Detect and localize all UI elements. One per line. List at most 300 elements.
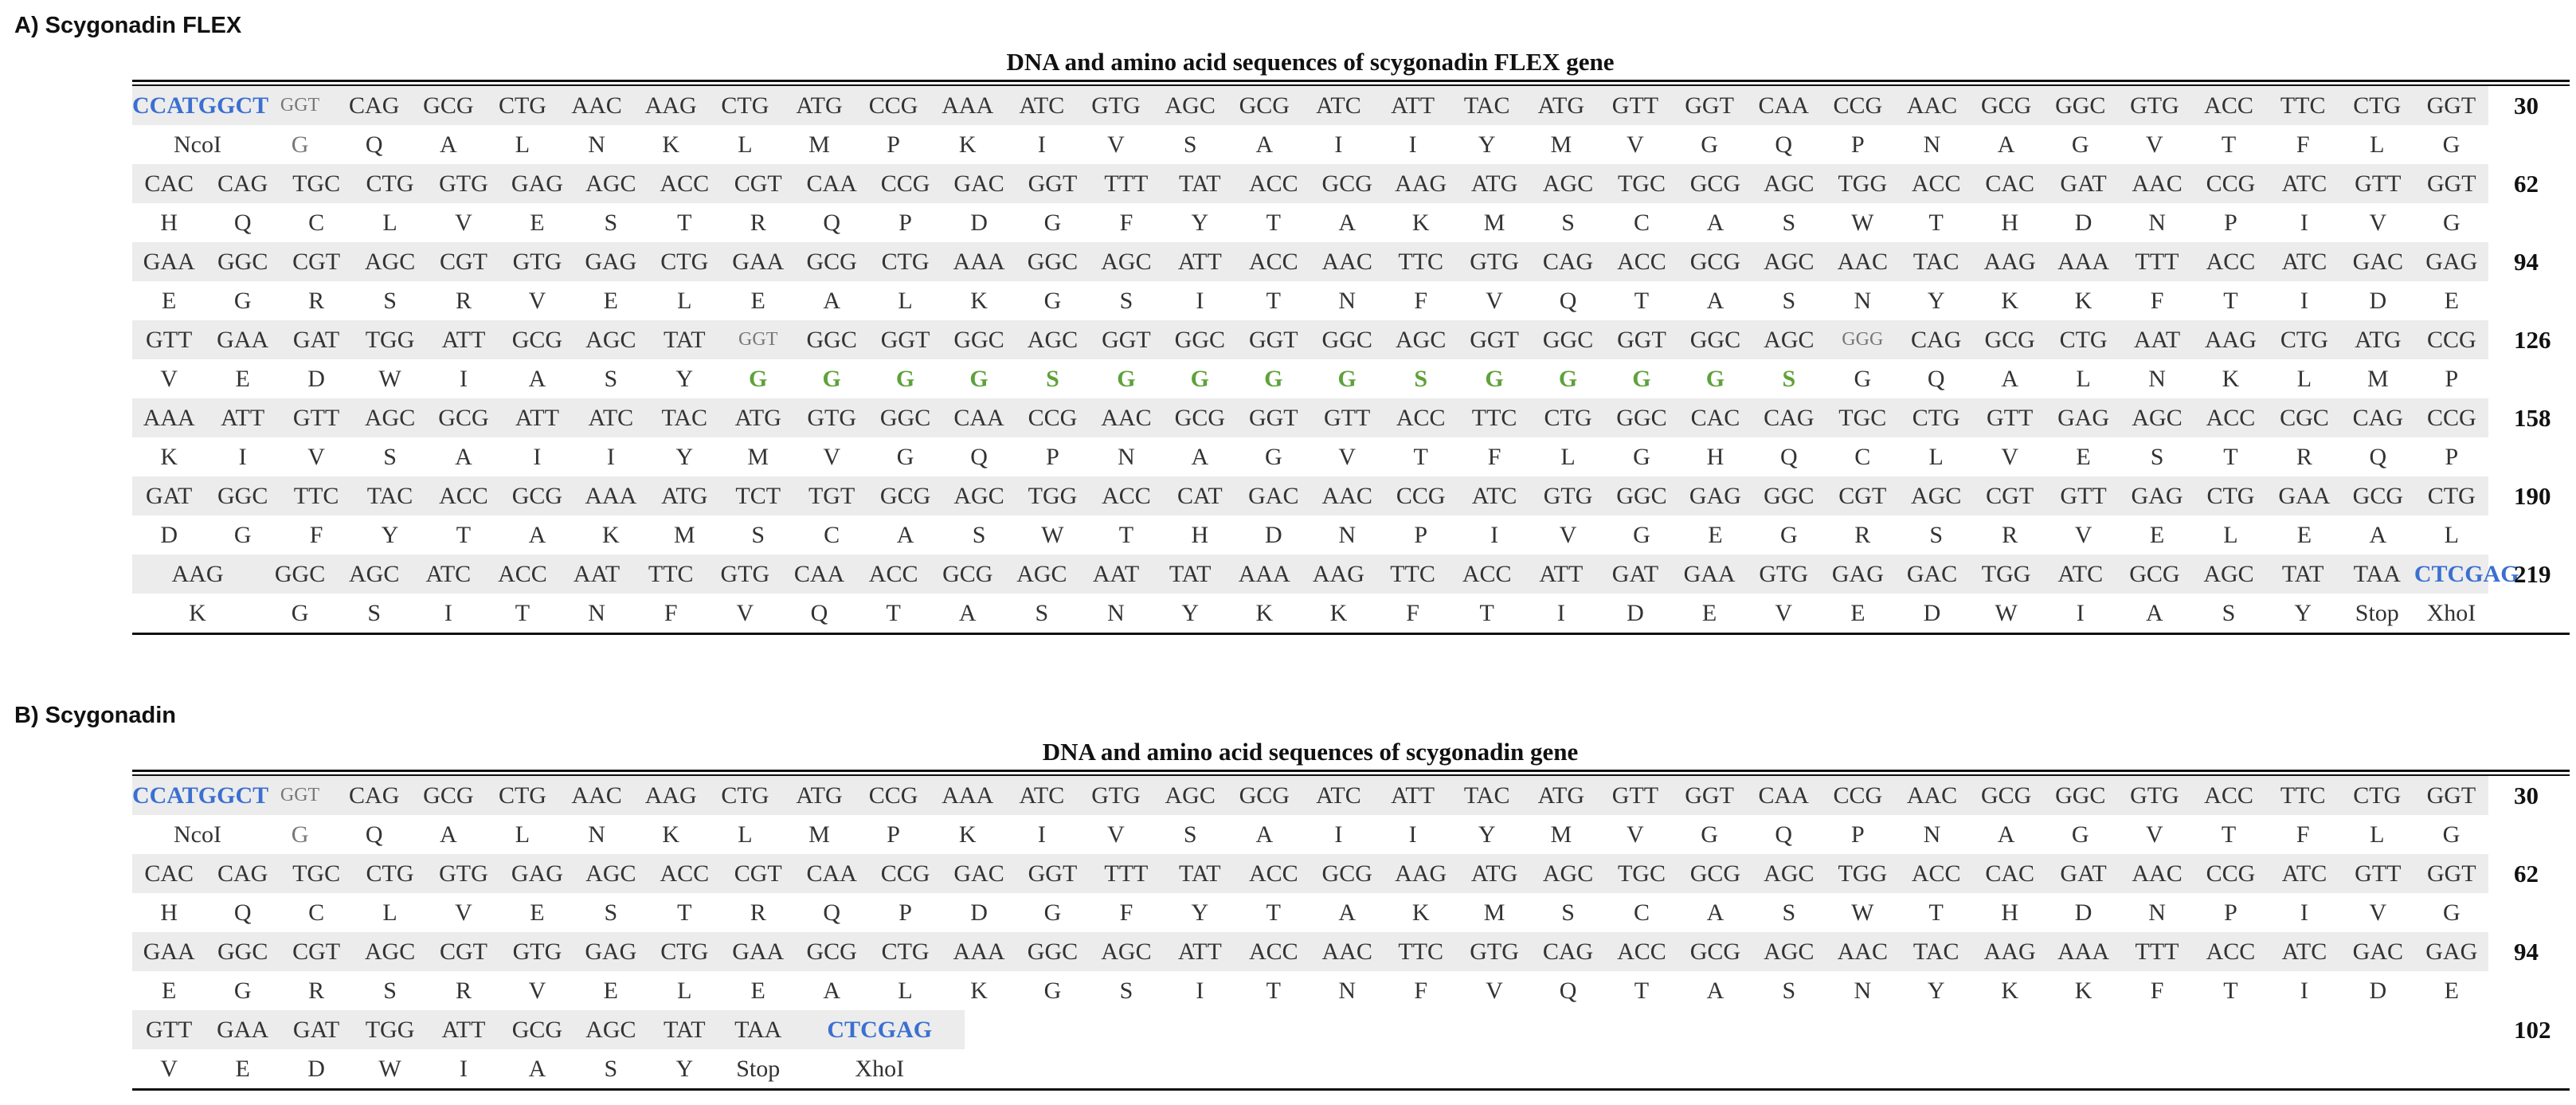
amino-acid-cell: G [969, 366, 989, 392]
amino-acid-cell: G [1701, 821, 1718, 848]
amino-acid-cell: H [160, 210, 178, 236]
codon-cell: TGG [365, 327, 415, 353]
codon-cell: AAC [1906, 92, 1958, 119]
codon-cell: TAT [1179, 170, 1221, 197]
codon-cell: CCATGGCT [132, 92, 269, 119]
codon-cell: AGC [364, 405, 416, 431]
amino-acid-cell: M [1550, 821, 1572, 848]
amino-acid-cell: D [970, 899, 988, 926]
codon-cell: GGC [1174, 327, 1226, 353]
codon-cell: CAG [1542, 249, 1594, 275]
amino-acid-cell: S [1561, 899, 1575, 926]
codon-cell: CTG [660, 938, 709, 965]
codon-cell: GTT [146, 327, 193, 353]
amino-acid-cell: I [1037, 131, 1046, 158]
codon-cell: CGT [292, 938, 341, 965]
section-a-label: A) Scygonadin FLEX [14, 13, 242, 38]
amino-acid-cell: S [604, 1056, 618, 1082]
codon-cell: AAA [942, 782, 994, 809]
amino-acid-cell: T [1634, 978, 1650, 1004]
amino-acid-cell: K [970, 978, 988, 1004]
amino-acid-cell: W [1851, 899, 1874, 926]
codon-cell: GGT [280, 785, 320, 805]
codon-cell: AAC [1321, 483, 1372, 509]
amino-acid-cell: T [1118, 522, 1134, 548]
codon-cell: TGG [365, 1017, 415, 1043]
amino-acid-cell: V [1627, 131, 1644, 158]
codon-cell: AAG [1395, 860, 1447, 887]
codon-cell: TAC [1912, 249, 1959, 275]
amino-acid-cell: K [2222, 366, 2240, 392]
amino-acid-cell: N [1338, 288, 1357, 314]
residue-count: 158 [2514, 404, 2551, 432]
codon-cell: GGC [1689, 327, 1741, 353]
amino-acid-cell: P [2445, 444, 2459, 470]
amino-acid-cell: C [1854, 444, 1871, 470]
codon-cell: AAC [1101, 405, 1152, 431]
codon-cell: GGC [879, 405, 931, 431]
amino-acid-cell: L [2370, 821, 2385, 848]
amino-acid-cell: F [309, 522, 323, 548]
codon-cell: ATT [1177, 938, 1222, 965]
codon-cell: CTG [2353, 92, 2402, 119]
amino-acid-cell: L [382, 210, 397, 236]
codon-cell: GGT [1028, 170, 1078, 197]
amino-acid-cell: I [459, 1056, 468, 1082]
codon-cell: AAG [171, 561, 224, 587]
codon-cell: GAG [2057, 405, 2110, 431]
amino-acid-cell: G [1701, 131, 1718, 158]
codon-cell: ATC [1316, 782, 1361, 809]
amino-acid-cell: L [515, 131, 530, 158]
codon-cell: GGT [2426, 860, 2476, 887]
amino-acid-cell: M [1550, 131, 1572, 158]
amino-acid-cell: I [2076, 600, 2085, 626]
amino-acid-cell: G [749, 366, 768, 392]
codon-cell: AAA [1238, 561, 1290, 587]
codon-cell: GCG [511, 483, 563, 509]
codon-cell: ACC [2204, 92, 2253, 119]
codon-cell: ACC [660, 860, 710, 887]
dna-sequence-row [132, 86, 2570, 125]
amino-acid-cell: S [1929, 522, 1944, 548]
amino-acid-cell: D [2369, 978, 2387, 1004]
amino-acid-cell: Stop [736, 1056, 781, 1082]
amino-acid-cell: G [1190, 366, 1210, 392]
amino-acid-cell: P [2224, 210, 2237, 236]
amino-acid-row [132, 815, 2570, 854]
dna-sequence-row [132, 242, 2570, 281]
codon-cell: ACC [2206, 249, 2256, 275]
amino-acid-cell: R [1854, 522, 1871, 548]
amino-acid-cell: L [898, 978, 913, 1004]
codon-cell: GGC [1027, 249, 1079, 275]
codon-cell: GAT [146, 483, 193, 509]
amino-acid-cell: NcoI [174, 821, 221, 848]
amino-acid-cell: T [2223, 288, 2238, 314]
codon-cell: AAG [1395, 170, 1447, 197]
amino-acid-cell: T [1928, 210, 1944, 236]
codon-cell: ATT [1391, 92, 1435, 119]
codon-cell: TAT [1169, 561, 1212, 587]
amino-acid-cell: G [1264, 444, 1282, 470]
codon-cell: CCG [2426, 405, 2476, 431]
amino-acid-cell: L [2076, 366, 2091, 392]
amino-acid-cell: M [2367, 366, 2389, 392]
codon-cell: GTG [2130, 92, 2179, 119]
amino-acid-cell: M [747, 444, 769, 470]
codon-cell: GTT [1611, 92, 1659, 119]
codon-cell: AGC [585, 860, 636, 887]
amino-acid-cell: R [308, 978, 325, 1004]
amino-acid-cell: V [455, 899, 472, 926]
codon-cell: GCG [1980, 782, 2032, 809]
codon-cell: AAG [644, 92, 697, 119]
codon-cell: ACC [1248, 170, 1298, 197]
amino-acid-cell: G [896, 444, 914, 470]
amino-acid-cell: V [2146, 131, 2163, 158]
codon-cell: ACC [660, 170, 710, 197]
codon-cell: CCG [2206, 860, 2256, 887]
codon-cell: GAG [511, 860, 563, 887]
amino-acid-cell: A [958, 600, 977, 626]
amino-acid-cell: P [887, 821, 900, 848]
codon-cell: GAA [2278, 483, 2331, 509]
codon-cell: GGT [1470, 327, 1519, 353]
amino-acid-cell: L [898, 288, 913, 314]
codon-cell: CTG [721, 782, 769, 809]
codon-cell: ATT [221, 405, 265, 431]
amino-acid-cell: G [1043, 899, 1062, 926]
amino-acid-cell: W [1851, 210, 1874, 236]
amino-acid-cell: Y [675, 366, 694, 392]
amino-acid-cell: V [455, 210, 472, 236]
codon-cell: GGT [1028, 860, 1078, 887]
amino-acid-cell: C [1633, 899, 1650, 926]
amino-acid-cell: Q [233, 210, 252, 236]
amino-acid-cell: M [808, 131, 830, 158]
codon-cell: AAC [1321, 249, 1372, 275]
amino-acid-cell: A [1255, 821, 1274, 848]
codon-cell: AAA [2057, 249, 2110, 275]
codon-cell: TTC [1390, 561, 1435, 587]
amino-acid-cell: S [1782, 288, 1796, 314]
codon-cell: AGC [1542, 860, 1594, 887]
codon-cell: CCG [1396, 483, 1446, 509]
amino-acid-cell: T [1266, 978, 1281, 1004]
amino-acid-row [132, 203, 2570, 242]
amino-acid-cell: S [383, 444, 397, 470]
amino-acid-cell: F [2296, 131, 2310, 158]
amino-acid-cell: P [1851, 821, 1865, 848]
amino-acid-cell: V [1107, 131, 1125, 158]
amino-acid-cell: L [382, 899, 397, 926]
codon-cell: TAT [2281, 561, 2324, 587]
codon-cell: AGC [2203, 561, 2254, 587]
codon-cell: AGC [1911, 483, 1962, 509]
codon-cell: GAC [2352, 938, 2404, 965]
codon-cell: AAC [2132, 170, 2183, 197]
amino-acid-cell: E [2076, 444, 2091, 470]
amino-acid-cell: Q [810, 600, 828, 626]
codon-cell: CGT [439, 249, 487, 275]
codon-cell: GTG [1470, 249, 1519, 275]
amino-acid-cell: T [2221, 821, 2237, 848]
codon-cell: AGC [1764, 860, 1815, 887]
amino-acid-cell: T [2223, 444, 2238, 470]
codon-cell: GAG [1689, 483, 1741, 509]
codon-cell: ACC [2206, 405, 2256, 431]
codon-cell: CTCGAG [827, 1017, 933, 1043]
codon-cell: CTG [1912, 405, 1960, 431]
codon-cell: AAC [571, 782, 622, 809]
codon-cell: AGC [1101, 249, 1152, 275]
codon-cell: GAG [511, 170, 563, 197]
amino-acid-cell: Q [1559, 288, 1577, 314]
codon-cell: CAA [1758, 782, 1809, 809]
codon-cell: GAA [732, 249, 785, 275]
amino-acid-cell: P [1851, 131, 1865, 158]
codon-cell: GGT [1248, 327, 1298, 353]
codon-cell: CAG [1764, 405, 1815, 431]
section-b-sequence-table [132, 738, 2570, 1088]
amino-acid-cell: G [2442, 821, 2461, 848]
codon-cell: GTT [2355, 860, 2402, 887]
amino-acid-cell: S [2222, 600, 2236, 626]
amino-acid-cell: S [1414, 366, 1427, 392]
amino-acid-cell: I [533, 444, 542, 470]
amino-acid-cell: P [898, 210, 912, 236]
amino-acid-cell: D [970, 210, 988, 236]
codon-cell: GAA [217, 327, 269, 353]
amino-acid-cell: A [1255, 131, 1274, 158]
amino-acid-cell: S [604, 366, 618, 392]
amino-acid-cell: M [808, 821, 830, 848]
codon-cell: CGT [1986, 483, 2034, 509]
codon-cell: TGC [1617, 170, 1666, 197]
amino-acid-cell: E [1701, 600, 1717, 626]
amino-acid-cell: D [2074, 210, 2093, 236]
codon-cell: GCG [438, 405, 489, 431]
codon-cell: CTG [721, 92, 769, 119]
codon-cell: ATT [441, 327, 486, 353]
codon-cell: GGC [217, 938, 268, 965]
amino-acid-cell: K [2074, 978, 2093, 1004]
amino-acid-cell: V [1559, 522, 1577, 548]
codon-cell: TAT [663, 1017, 706, 1043]
amino-acid-cell: Q [823, 210, 840, 236]
amino-acid-cell: P [2445, 366, 2459, 392]
amino-acid-cell: A [896, 522, 914, 548]
amino-acid-cell: D [1627, 600, 1644, 626]
amino-acid-cell: V [1775, 600, 1793, 626]
codon-cell: AAT [1092, 561, 1140, 587]
amino-acid-cell: I [2300, 288, 2308, 314]
codon-cell: AAC [1906, 782, 1958, 809]
codon-cell: AAC [1837, 938, 1888, 965]
amino-acid-row [132, 594, 2570, 633]
amino-acid-cell: V [307, 444, 325, 470]
amino-acid-cell: I [1196, 288, 1204, 314]
dna-sequence-row [132, 776, 2570, 815]
codon-cell: TAC [661, 405, 708, 431]
amino-acid-cell: A [455, 444, 472, 470]
codon-cell: ATC [2281, 860, 2327, 887]
section_a-bottom-rule [132, 633, 2570, 635]
amino-acid-cell: G [1854, 366, 1872, 392]
amino-acid-cell: A [528, 522, 546, 548]
codon-cell: ATC [1471, 483, 1517, 509]
codon-cell: AAA [143, 405, 195, 431]
amino-acid-cell: Q [970, 444, 988, 470]
codon-cell: CGT [292, 249, 341, 275]
codon-cell: GGC [1616, 483, 1667, 509]
amino-acid-cell: L [2296, 366, 2312, 392]
codon-cell: TTC [1471, 405, 1517, 431]
amino-acid-cell: D [307, 366, 325, 392]
amino-acid-cell: E [2296, 522, 2312, 548]
codon-cell: CGT [734, 170, 782, 197]
codon-cell: GGC [953, 327, 1004, 353]
codon-cell: GTG [512, 938, 562, 965]
amino-acid-cell: A [823, 288, 840, 314]
amino-acid-cell: Y [1191, 210, 1209, 236]
codon-cell: GCG [423, 782, 474, 809]
codon-cell: GAG [585, 938, 637, 965]
codon-cell: ATC [2281, 249, 2327, 275]
amino-acid-cell: V [2001, 444, 2018, 470]
amino-acid-cell: N [2148, 210, 2166, 236]
amino-acid-cell: T [1479, 600, 1494, 626]
codon-cell: ATC [1019, 782, 1065, 809]
codon-cell: CTG [2427, 483, 2476, 509]
codon-cell: ATG [1470, 860, 1518, 887]
codon-cell: AGC [364, 938, 416, 965]
amino-acid-cell: T [677, 210, 692, 236]
codon-cell: GGT [1685, 782, 1734, 809]
codon-cell: CTG [498, 92, 546, 119]
amino-acid-cell: Y [1478, 131, 1496, 158]
codon-cell: ATT [1539, 561, 1584, 587]
codon-cell: ATG [2355, 327, 2402, 353]
amino-acid-cell: A [1706, 978, 1725, 1004]
codon-cell: AAG [1983, 938, 2036, 965]
section_a-table-title: DNA and amino acid sequences of scygonadin FLEX gene [1006, 48, 1615, 76]
section_b-table-title: DNA and amino acid sequences of scygonadin gene [1042, 738, 1579, 766]
codon-cell: TGG [1838, 860, 1888, 887]
codon-cell: GAA [143, 249, 195, 275]
amino-acid-cell: G [1780, 522, 1798, 548]
codon-cell: CTG [366, 170, 414, 197]
codon-cell: GAT [1611, 561, 1659, 587]
residue-count: 190 [2514, 482, 2551, 510]
codon-cell: GTG [1759, 561, 1809, 587]
codon-cell: GCG [1980, 92, 2032, 119]
codon-cell: ACC [439, 483, 488, 509]
amino-acid-cell: F [1414, 288, 1427, 314]
amino-acid-cell: I [1037, 821, 1046, 848]
amino-acid-cell: C [308, 210, 325, 236]
amino-acid-cell: S [1183, 131, 1197, 158]
codon-cell: ATC [425, 561, 472, 587]
section_b-bottom-rule [132, 1088, 2570, 1091]
dna-sequence-row [132, 932, 2570, 971]
amino-acid-cell: V [736, 600, 754, 626]
codon-cell: GAT [292, 327, 340, 353]
codon-cell: ATT [441, 1017, 486, 1043]
codon-cell: GGC [806, 327, 857, 353]
amino-acid-cell: A [1338, 899, 1357, 926]
codon-cell: GAA [143, 938, 195, 965]
codon-cell: ATC [1019, 92, 1065, 119]
amino-acid-cell: K [2001, 288, 2018, 314]
codon-cell: AGC [1395, 327, 1447, 353]
codon-cell: GGT [880, 327, 930, 353]
codon-cell: TTC [293, 483, 339, 509]
codon-cell: GAG [585, 249, 637, 275]
amino-acid-cell: V [1486, 288, 1503, 314]
amino-acid-cell: W [378, 366, 401, 392]
amino-acid-cell: N [1923, 131, 1941, 158]
amino-acid-cell: T [456, 522, 472, 548]
amino-acid-cell: E [162, 978, 177, 1004]
codon-cell: ACC [1617, 938, 1666, 965]
codon-cell: ACC [1617, 249, 1666, 275]
codon-cell: GGC [1542, 327, 1594, 353]
codon-cell: CTG [881, 938, 930, 965]
amino-acid-cell: N [588, 821, 605, 848]
amino-acid-cell: P [887, 131, 900, 158]
codon-cell: ATT [1391, 782, 1435, 809]
dna-sequence-row [132, 476, 2570, 515]
codon-cell: ACC [2206, 938, 2256, 965]
codon-cell: AAC [1837, 249, 1888, 275]
amino-acid-cell: V [2369, 899, 2387, 926]
codon-cell: CCG [1833, 782, 1883, 809]
amino-acid-cell: G [1633, 522, 1650, 548]
codon-cell: GCG [1689, 938, 1741, 965]
amino-acid-cell: K [2001, 978, 2018, 1004]
codon-cell: GAT [2060, 170, 2107, 197]
amino-acid-cell: G [1043, 210, 1062, 236]
amino-acid-cell: G [2071, 821, 2089, 848]
amino-acid-cell: N [2148, 366, 2166, 392]
codon-cell: ATT [515, 405, 559, 431]
amino-acid-cell: Y [1191, 899, 1209, 926]
dna-sequence-row [132, 854, 2570, 893]
amino-acid-cell: R [455, 288, 472, 314]
amino-acid-cell: K [958, 131, 977, 158]
amino-acid-cell: H [1706, 444, 1725, 470]
amino-acid-row [132, 515, 2570, 554]
amino-acid-cell: D [307, 1056, 325, 1082]
amino-acid-cell: V [160, 1056, 178, 1082]
amino-acid-cell: Y [2294, 600, 2312, 626]
codon-cell: GCG [2352, 483, 2404, 509]
amino-acid-cell: S [1782, 210, 1796, 236]
codon-cell: AAA [942, 92, 994, 119]
amino-acid-cell: D [1923, 600, 1941, 626]
codon-cell: GGC [1616, 405, 1667, 431]
codon-cell: CGT [439, 938, 487, 965]
codon-cell: AGC [1764, 938, 1815, 965]
codon-cell: TTT [2135, 249, 2179, 275]
amino-acid-cell: T [1266, 210, 1281, 236]
codon-cell: GCG [1689, 860, 1741, 887]
codon-cell: TGG [1838, 170, 1888, 197]
codon-cell: TGC [292, 860, 341, 887]
codon-cell: GTG [1470, 938, 1519, 965]
